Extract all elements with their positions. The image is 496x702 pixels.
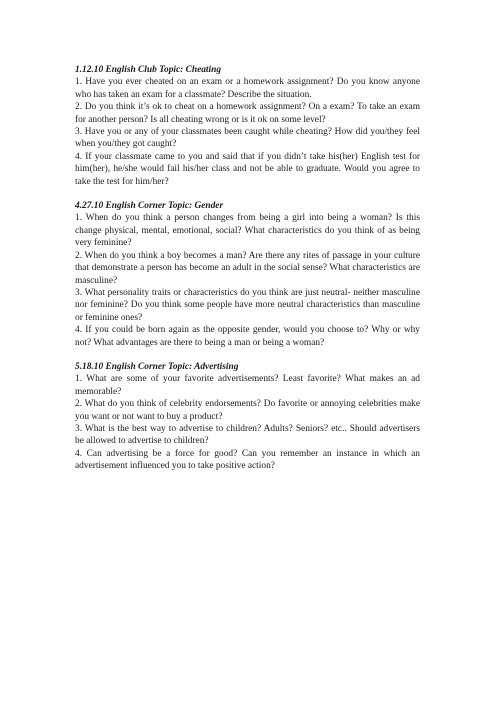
section-gender	[75, 200, 420, 349]
document-page	[75, 64, 420, 485]
question-item: 2. When do you think a boy becomes a man? Are there any rites of passage in your culture that demonstrate a person has become an adult in the social sense? What characteristics are masculine?	[75, 250, 420, 286]
section-title: 1.12.10 English Club Topic: Cheating	[75, 65, 222, 75]
question-item: 3. Have you or any of your classmates been caught while cheating? How did you/they feel when you/they got caught?	[75, 127, 420, 150]
section-cheating	[75, 64, 420, 188]
question-item: 3. What personality traits or characteristics do you think are just neutral- neither masculine nor feminine? Do you think some people have more neutral characteristics than masculine or feminine ones?	[75, 287, 420, 323]
question-item: 1. Have you ever cheated on an exam or a homework assignment? Do you know anyone who has taken an exam for a classmate? Describe the situation.	[75, 77, 420, 100]
question-item: 4. Can advertising be a force for good? Can you remember an instance in which an advertisement influenced you to take positive action?	[75, 448, 420, 472]
question-item: 4. If you could be born again as the opposite gender, would you choose to? Why or why not? What advantages are there to being a man or being a woman?	[75, 325, 420, 348]
section-title: 4.27.10 English Corner Topic: Gender	[75, 201, 224, 212]
question-item: 1. When do you think a person changes from being a girl into being a woman? Is this change physical, mental, emotional, social? What characteristics do you think of as being very feminine?	[75, 213, 420, 249]
question-item: 4. If your classmate came to you and said that if you didn’t take his(her) English test for him(her), he/she would fail his/her class and not be able to graduate. Would you agree to take the test for him/her?	[75, 151, 420, 187]
question-item: 3. What is the best way to advertise to children? Adults? Seniors? etc.. Should advertisers be allowed to advertise to children?	[75, 423, 420, 447]
question-item: 1. What are some of your favorite advertisements? Least favorite? What makes an ad memorable?	[75, 374, 420, 397]
question-item: 2. Do you think it’s ok to cheat on a homework assignment? On a exam? To take an exam for another person? Is all cheating wrong or is it ok on some level?	[75, 102, 420, 125]
question-item: 2. What do you think of celebrity endorsements? Do favorite or annoying celebrities make you want or not want to buy a product?	[75, 399, 420, 422]
section-title: 5.18.10 English Corner Topic: Advertising	[75, 361, 239, 372]
section-advertising	[75, 361, 420, 473]
